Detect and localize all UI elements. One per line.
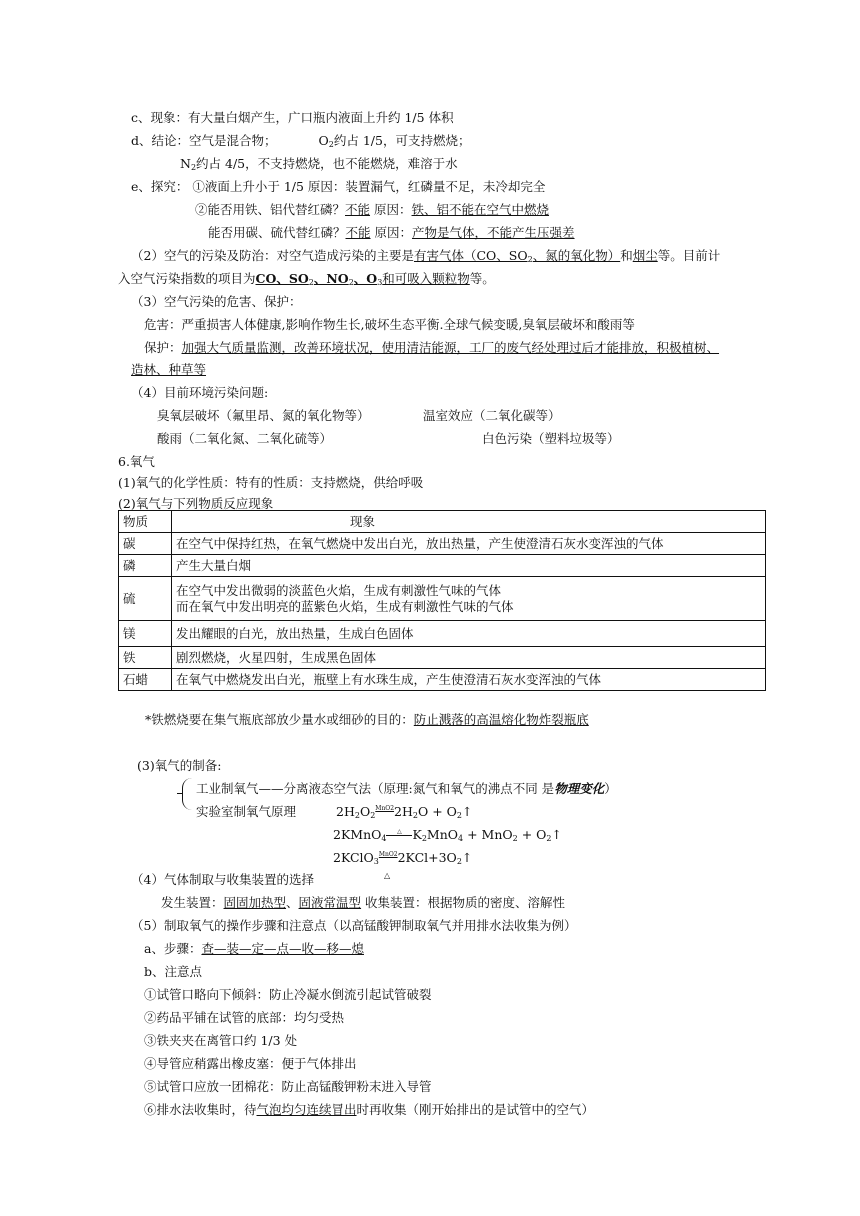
explore-q3 (208, 225, 575, 241)
eq1-product-h: 2H (394, 804, 413, 819)
collector-text: 收集装置：根据物质的密度、溶解性 (361, 895, 566, 910)
list-item: ①试管口略向下倾斜：防止冷凝水倒流引起试管破裂 (144, 987, 432, 1002)
index-intro: 入空气污染指数的项目为 (118, 271, 256, 286)
pollution-intro: （2）空气的污染及防治：对空气造成污染的主要是 (131, 248, 414, 263)
nitrogen-text: 约占 4/5，不支持燃烧，也不能燃烧，难溶于水 (196, 156, 458, 171)
table-row (119, 647, 766, 669)
table-header-row (119, 511, 766, 533)
conclusion-text: d、结论：空气是混合物； (131, 133, 277, 148)
generator-label: 发生装置： (161, 895, 224, 910)
eq1-catalyst: MnO2 (375, 805, 395, 812)
q3-text: 能否用碳、硫代替红磷？ (208, 225, 346, 240)
index-particles: 和可吸入颗粒物 (382, 271, 470, 286)
dust-text: 烟尘 (632, 248, 658, 263)
protect-line (144, 340, 719, 356)
greenhouse-item: 温室效应（二氧化碳等） (423, 408, 561, 423)
header-substance: 物质 (119, 511, 172, 533)
notes-title: b、注意点 (144, 964, 203, 979)
table-cell-phenomenon: 产生大量白烟 (172, 555, 766, 577)
list-item: ⑤试管口应放一团棉花：防止高锰酸钾粉末进入导管 (144, 1079, 432, 1094)
table-cell-phenomenon: 剧烈燃烧，火星四射，生成黑色固体 (172, 647, 766, 669)
env-problems-title: （4）目前环境污染问题: (131, 385, 269, 400)
harmful-gases-a: 有害气体（CO、SO (413, 248, 528, 263)
observation-line: c、现象：有大量白烟产生，广口瓶内液面上升约 1/5 体积 (131, 110, 454, 125)
eq3-reactant: 2KClO (333, 850, 374, 865)
procedure-title: （5）制取氧气的操作步骤和注意点（以高锰酸钾制取氧气并用排水法收集为例） (131, 918, 577, 933)
solid-liquid-room-temp: 固液常温型 (298, 895, 362, 910)
eq3-arrow: ↑ (461, 850, 473, 865)
q3-reason: 产物是气体，不能产生压强差 (412, 225, 575, 240)
list-item: ②药品平铺在试管的底部：均匀受热 (144, 1010, 345, 1025)
table-cell-phenomenon (172, 577, 766, 621)
lab-method: 实验室制氧气原理 (196, 804, 297, 819)
index-no: 、NO (313, 271, 349, 286)
table-cell-substance: 镁 (119, 621, 172, 647)
list-item: ③铁夹夹在离管口约 1/3 处 (144, 1033, 298, 1048)
apparatus-line (161, 895, 565, 911)
oxygen-reactions-title: (2)氧气与下列物质反应现象 (118, 496, 274, 511)
q2-text: ②能否用铁、铝代替红磷？ (195, 202, 346, 217)
nitrogen-line: $N_2$约占 4/5，不支持燃烧，也不能燃烧，难溶于水 (180, 156, 458, 172)
table-cell-phenomenon: 在空气中保持红热，在氧气燃烧中发出白光，放出热量，产生使澄清石灰水变浑浊的气体 (172, 533, 766, 555)
table-row (119, 621, 766, 647)
n6-bubbles: 气泡均匀连续冒出 (256, 1102, 357, 1117)
harmful-gases: 有害气体（CO、$SO_2$、氮的氧化物） (413, 248, 621, 264)
table-row (119, 669, 766, 691)
oxygen-ratio: 约占 1/5，可支持燃烧； (333, 133, 471, 148)
eq2-product-mno2: + MnO (463, 827, 513, 842)
oxygen-heading: 6.氧气 (118, 454, 155, 469)
eq1-product: O + O (418, 804, 457, 819)
iron-note-text: *铁燃烧要在集气瓶底部放少量水或细砂的目的： (145, 712, 414, 727)
ozone-item: 臭氧层破坏（氟里昂、氮的氧化物等） (157, 408, 370, 423)
eq2-reactant: 2KMnO (333, 827, 382, 842)
protect-text: 加强大气质量监测，改善环境状况，使用清洁能源，工厂的废气经处理过后才能排放，积极植树、 (181, 340, 720, 355)
q2-reason: 铁、铝不能在空气中燃烧 (411, 202, 550, 217)
and-text: 和 (620, 248, 633, 263)
table-cell-phenomenon: 在氧气中燃烧发出白光，瓶壁上有水珠生成，产生使澄清石灰水变浑浊的气体 (172, 669, 766, 691)
table-row (119, 533, 766, 555)
eq3-heat-sign: △ (384, 871, 391, 880)
table-cell-substance: 铁 (119, 647, 172, 669)
table-row (119, 577, 766, 621)
n6-text-c: 时再收集（刚开始排出的是试管中的空气） (356, 1102, 595, 1117)
index-co-so: CO、SO (255, 271, 309, 286)
pollution-line-2 (118, 271, 495, 291)
eq3-product: 2KCl+3O (397, 850, 457, 865)
eq3-catalyst: MnO2 (378, 851, 398, 858)
table-cell-substance: 石蜡 (119, 669, 172, 691)
harmful-gases-b: 、氮的氧化物） (532, 248, 621, 263)
oxygen-properties: (1)氧气的化学性质：特有的性质：支持燃烧，供给呼吸 (118, 475, 424, 490)
iron-note (145, 712, 589, 728)
index-o: 、O (353, 271, 378, 286)
steps-text: 查—装—定—点—收—移—熄 (201, 941, 364, 956)
industrial-text: 工业制氧气——分离液态空气法（原理:氮气和氧气的沸点不同 是 (196, 781, 555, 796)
industrial-close: ） (604, 781, 617, 796)
table-cell-substance: 硫 (119, 577, 172, 621)
industrial-method (196, 781, 617, 797)
q3-answer: 不能 (345, 225, 371, 240)
brace-tip (177, 793, 183, 794)
solid-solid-heating: 固固加热型 (223, 895, 287, 910)
list-item: ④导管应稍露出橡皮塞：便于气体排出 (144, 1056, 357, 1071)
table-cell-substance: 磷 (119, 555, 172, 577)
index-items: CO、$SO_2$、$NO_2$、$O_3$和可吸入颗粒物 (255, 271, 470, 287)
eq1-reactant: 2H (336, 804, 355, 819)
steps-line (144, 941, 364, 957)
q3-reason-label: 原因： (370, 225, 413, 240)
white-pollution-item: 白色污染（塑料垃圾等） (482, 431, 620, 446)
reaction-table (118, 510, 766, 691)
sulfur-oxygen: 而在氧气中发出明亮的蓝紫色火焰，生成有刺激性气味的气体 (176, 598, 514, 614)
eq2-heat: △ (397, 828, 402, 835)
eq2-product-o: + O (517, 827, 547, 842)
equation-kclo3: $2KClO_3^{MnO2}2KCl+3O_2↑$ (333, 850, 473, 866)
header-phenomenon: 现象 (172, 511, 766, 533)
protect-line-2: 造林、种草等 (131, 362, 207, 377)
conclusion-line: d、结论：空气是混合物； $O_2$约占 1/5，可支持燃烧； (131, 133, 471, 149)
sulfur-air: 在空气中发出微弱的淡蓝色火焰，生成有刺激性气味的气体 (176, 582, 502, 598)
table-row (119, 555, 766, 577)
equation-kmno4: 2KMnO$_4$△ $K_2MnO_4 + MnO_2$ + $O_2↑$ (333, 827, 562, 843)
apparatus-title: （4）气体制取与收集装置的选择 (131, 872, 314, 887)
pollution-tail: 等。目前计 (657, 248, 721, 263)
protect-label: 保护： (144, 340, 182, 355)
explore-line: e、探究： ①液面上升小于 1/5 原因：装置漏气，红磷量不足，未冷却完全 (131, 179, 546, 194)
eq2-product-mno: MnO (426, 827, 459, 842)
n6-text-a: ⑥排水法收集时，待 (144, 1102, 257, 1117)
eq1-reactant-o: O (359, 804, 371, 819)
physical-change: 物理变化 (554, 781, 605, 796)
separator: 、 (286, 895, 299, 910)
eq1-arrow: ↑ (462, 804, 473, 819)
brace-shape (182, 778, 193, 810)
harm-line: 危害：严重损害人体健康,影响作物生长,破坏生态平衡.全球气候变暖,臭氧层破坏和酸雨等 (144, 317, 635, 332)
pollution-line-1 (131, 248, 720, 268)
q2-answer: 不能 (345, 202, 371, 217)
eq2-arrow: ↑ (551, 827, 562, 842)
table-cell-phenomenon: 发出耀眼的白光，放出热量，生成白色固体 (172, 621, 766, 647)
table-cell-substance: 碳 (119, 533, 172, 555)
steps-label: a、步骤： (144, 941, 202, 956)
harm-protect-title: （3）空气污染的危害、保护： (131, 294, 302, 309)
eq2-product-k: K (412, 827, 422, 842)
list-item (144, 1102, 594, 1118)
oxygen-preparation-title: (3)氧气的制备: (137, 758, 222, 773)
acid-rain-item: 酸雨（二氧化氮、二氧化硫等） (157, 431, 333, 446)
explore-q2 (195, 202, 549, 218)
index-tail: 等。 (469, 271, 495, 286)
equation-h2o2: $2H_2O_2^{MnO2}2H_2O$ + $O_2↑$ (336, 804, 473, 820)
q2-reason-label: 原因： (370, 202, 412, 217)
iron-note-purpose: 防止溅落的高温熔化物炸裂瓶底 (413, 712, 589, 727)
